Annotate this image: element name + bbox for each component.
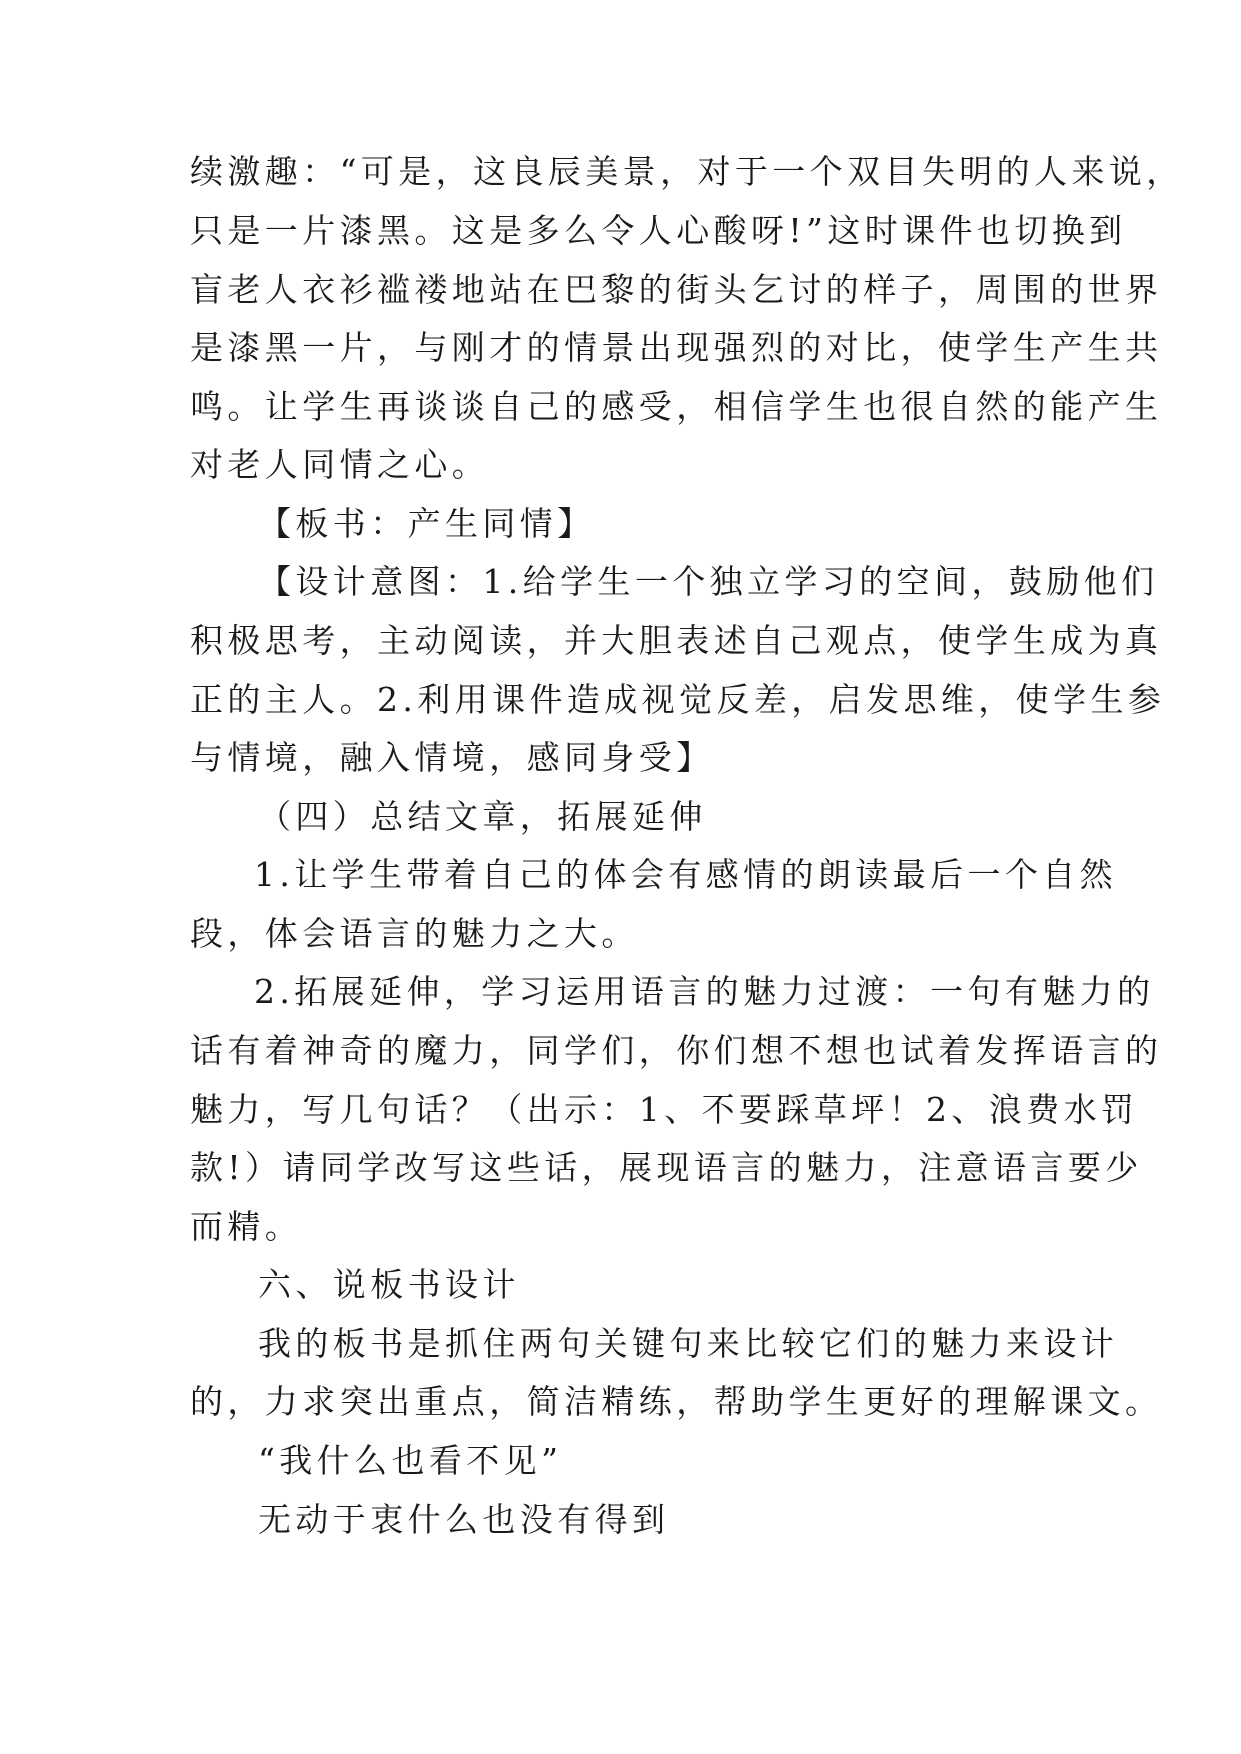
- text-line: 款!）请同学改写这些话，展现语言的魅力，注意语言要少: [190, 1148, 1143, 1187]
- design-intent-line: 【设计意图：1.给学生一个独立学习的空间，鼓励他们: [258, 562, 1159, 601]
- list-item: 1.让学生带着自己的体会有感情的朗读最后一个自然: [254, 855, 1118, 894]
- text-line: 的，力求突出重点，简洁精练，帮助学生更好的理解课文。: [190, 1382, 1163, 1421]
- text-line: 续激趣：“可是，这良辰美景，对于一个双目失明的人来说，: [190, 152, 1184, 191]
- board-note-line: 【板书：产生同情】: [258, 504, 595, 543]
- text-line: 话有着神奇的魔力，同学们，你们想不想也试着发挥语言的: [190, 1031, 1163, 1070]
- text-line: 无动于衷什么也没有得到: [258, 1500, 670, 1539]
- text-line: 积极思考，主动阅读，并大胆表述自己观点，使学生成为真: [190, 621, 1163, 660]
- text-line: 魅力，写几句话？（出示：1、不要踩草坪！2、浪费水罚: [190, 1090, 1139, 1129]
- text-line: 而精。: [190, 1207, 303, 1246]
- list-item: 2.拓展延伸，学习运用语言的魅力过渡：一句有魅力的: [254, 972, 1155, 1011]
- text-line: 正的主人。2.利用课件造成视觉反差，启发思维，使学生参: [190, 680, 1166, 719]
- text-line: 与情境，融入情境，感同身受】: [190, 738, 714, 777]
- text-line: 段，体会语言的魅力之大。: [190, 914, 639, 953]
- quote-line: “我什么也看不见”: [258, 1441, 563, 1480]
- text-line: 盲老人衣衫褴褛地站在巴黎的街头乞讨的样子，周围的世界: [190, 270, 1163, 309]
- section-heading: 六、说板书设计: [258, 1265, 520, 1304]
- text-line: 是漆黑一片，与刚才的情景出现强烈的对比，使学生产生共: [190, 328, 1163, 367]
- section-heading: （四）总结文章，拓展延伸: [258, 797, 707, 836]
- text-line: 对老人同情之心。: [190, 445, 490, 484]
- text-line: 我的板书是抓住两句关键句来比较它们的魅力来设计: [258, 1324, 1119, 1363]
- text-line: 只是一片漆黑。这是多么令人心酸呀!”这时课件也切换到: [190, 211, 1127, 250]
- text-line: 鸣。让学生再谈谈自己的感受，相信学生也很自然的能产生: [190, 387, 1163, 426]
